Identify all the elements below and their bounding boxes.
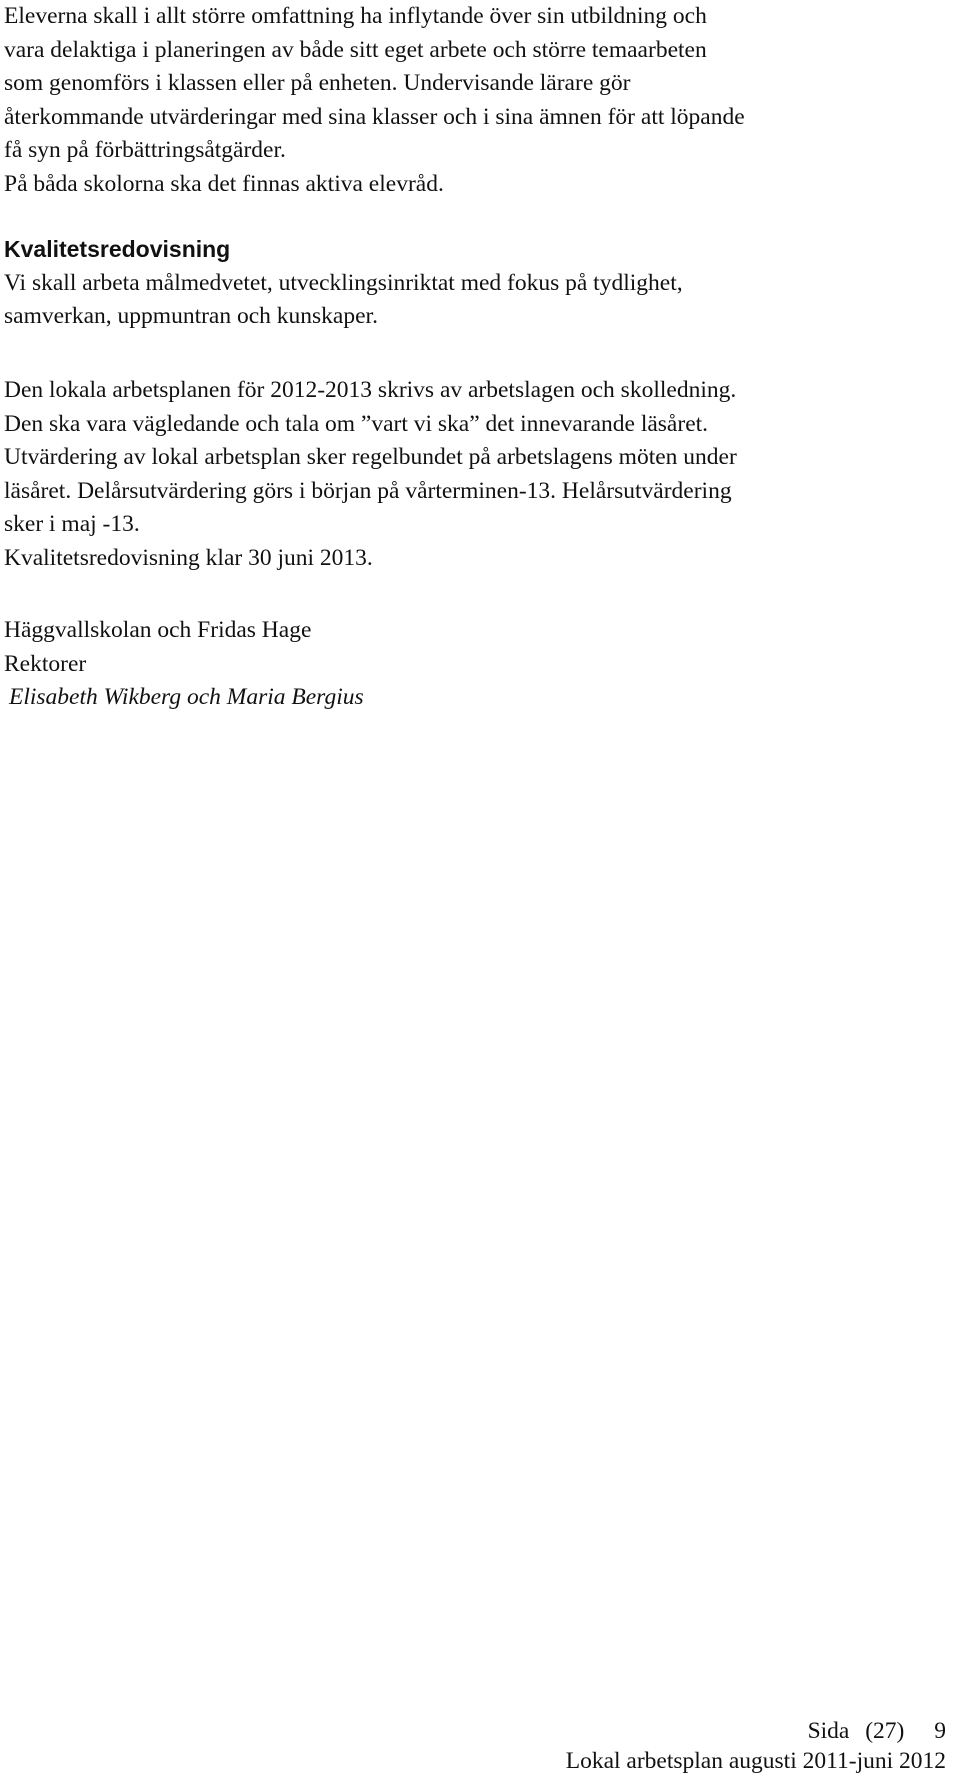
plan-line: Den ska vara vägledande och tala om ”vart vi ska” det innevarande läsåret. (4, 410, 709, 437)
plan-line: läsåret. Delårsutvärdering görs i början på vårterminen-13. Helårsutvärdering (4, 477, 732, 504)
footer-total-pages: (27) (865, 1718, 905, 1744)
intro-line: Eleverna skall i allt större omfattning ha inflytande över sin utbildning och (4, 3, 707, 29)
section-heading: Kvalitetsredovisning (4, 236, 231, 262)
intro-line: få syn på förbättringsåtgärder. (4, 137, 286, 163)
signature-block (4, 614, 939, 715)
footer-page-number (808, 1715, 946, 1748)
intro-paragraph (4, 0, 939, 201)
section-line: Vi skall arbeta målmedvetet, utvecklingsinriktat med fokus på tydlighet, (4, 269, 683, 296)
intro-line: som genomförs i klassen eller på enheten. Undervisande lärare gör (4, 70, 631, 96)
footer-page-number-value: 9 (934, 1718, 946, 1744)
plan-paragraph (4, 374, 939, 575)
intro-line: På båda skolorna ska det finnas aktiva elevråd. (4, 170, 444, 197)
signature-role: Rektorer (4, 650, 87, 677)
footer-page-label: Sida (807, 1718, 850, 1744)
plan-line: Den lokala arbetsplanen för 2012-2013 skrivs av arbetslagen och skolledning. (4, 377, 737, 403)
footer-document-title: Lokal arbetsplan augusti 2011-juni 2012 (565, 1748, 946, 1774)
kvalitetsredovisning-section (4, 233, 939, 334)
plan-line: sker i maj -13. (4, 511, 140, 537)
plan-line: Kvalitetsredovisning klar 30 juni 2013. (4, 544, 373, 571)
plan-line: Utvärdering av lokal arbetsplan sker regelbundet på arbetslagens möten under (4, 444, 737, 470)
intro-line: vara delaktiga i planeringen av både sitt eget arbete och större temaarbeten (4, 36, 707, 63)
signature-names: Elisabeth Wikberg och Maria Bergius (9, 684, 364, 710)
intro-line: återkommande utvärderingar med sina klasser och i sina ämnen för att löpande (4, 103, 745, 130)
section-line: samverkan, uppmuntran och kunskaper. (4, 303, 378, 329)
signature-school: Häggvallskolan och Fridas Hage (4, 617, 312, 643)
